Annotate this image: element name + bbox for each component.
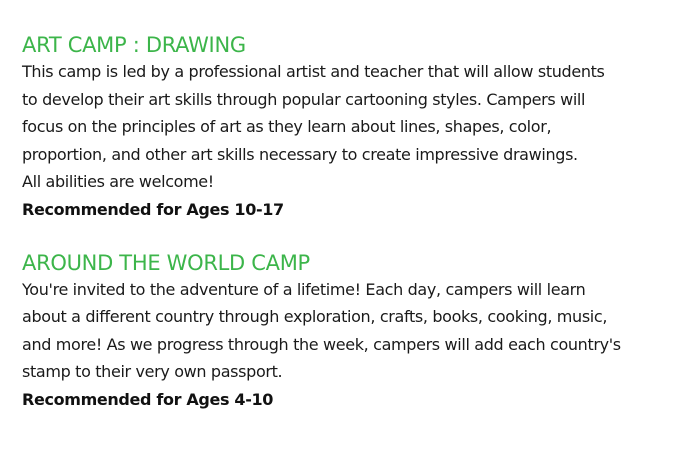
camp-art-drawing [22,32,682,223]
camp-listing [22,32,682,413]
camp-description: This camp is led by a professional artist and teacher that will allow students to develop their art skills through popular cartooning styles. Campers will focus on the principles of art as they learn about lines, shapes, color, proportion, and other art skills necessary to create impressive drawings. All abilities are welcome! [22,62,605,191]
camp-description: You're invited to the adventure of a lifetime! Each day, campers will learn about a different country through exploration, crafts, books, cooking, music, and more! As we progress through the week, campers will add each country's stamp to their very own passport. [22,279,621,381]
recommended-ages: Recommended for Ages 4-10 [22,389,274,409]
camp-around-the-world [22,250,682,413]
camp-title: AROUND THE WORLD CAMP [22,250,310,275]
camp-title: ART CAMP : DRAWING [22,33,246,57]
recommended-ages: Recommended for Ages 10-17 [22,199,284,219]
